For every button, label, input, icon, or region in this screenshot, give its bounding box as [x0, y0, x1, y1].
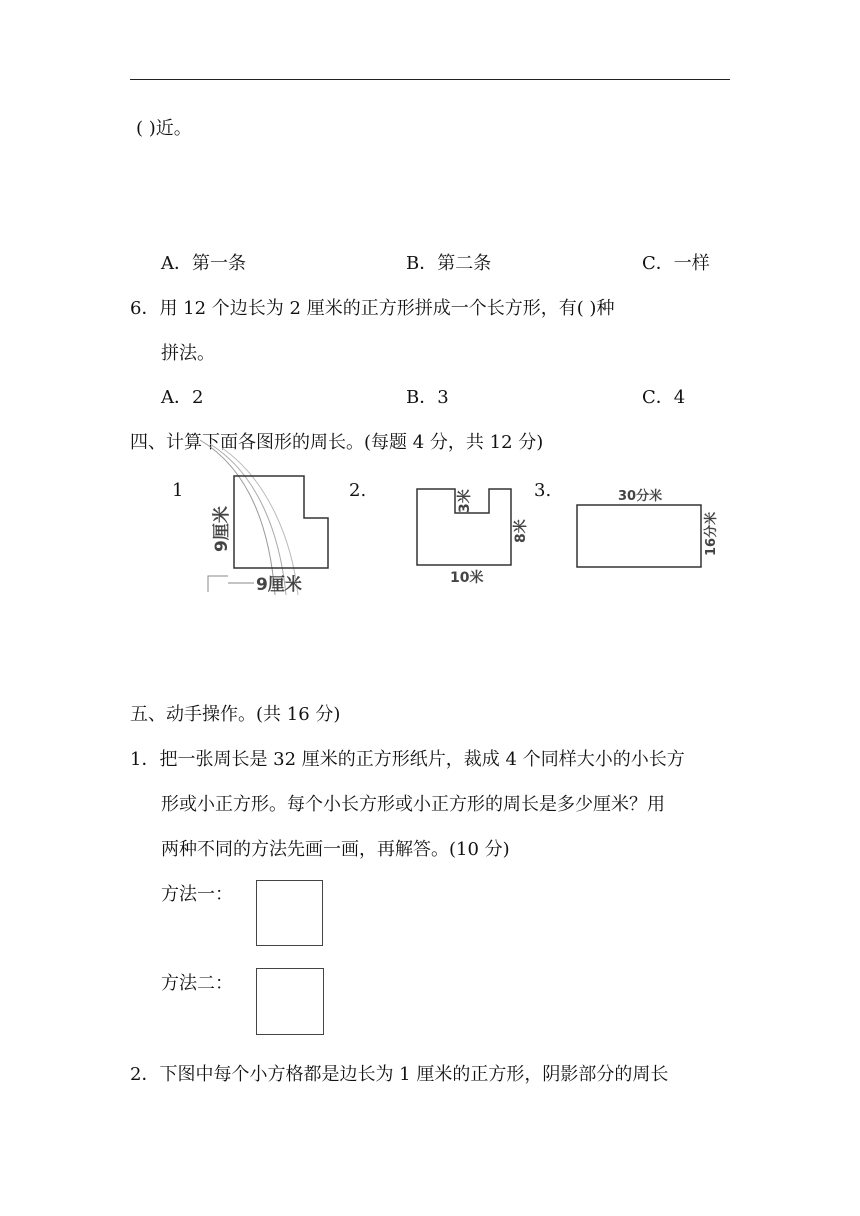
q6-option-b: B．3 [406, 387, 449, 408]
figure-2 [417, 489, 529, 586]
method2-label: 方法二： [161, 973, 233, 994]
q6-option-c: C．4 [642, 387, 686, 408]
fig1-label-left: 9厘米 [212, 506, 232, 552]
method1-drawing-box[interactable] [256, 880, 323, 946]
q6-text-line1: 6．用 12 个边长为 2 厘米的正方形拼成一个长方形，有( )种 [130, 298, 615, 319]
fig2-label-notch: 3米 [457, 489, 473, 513]
s5-q2-line1: 2．下图中每个小方格都是边长为 1 厘米的正方形，阴影部分的周长 [130, 1064, 669, 1085]
q6-text-line2: 拼法。 [161, 343, 215, 364]
fig3-label-top: 30分米 [618, 489, 663, 504]
fig2-label-bottom: 10米 [450, 570, 484, 586]
method2-drawing-box[interactable] [256, 968, 324, 1035]
q5-option-b: B．第二条 [406, 253, 492, 274]
fig3-shape [577, 505, 701, 567]
q5-option-c: C．一样 [642, 253, 710, 274]
section4-title: 四、计算下面各图形的周长。(每题 4 分，共 12 分) [130, 432, 544, 453]
s5-q1-line2: 形或小正方形。每个小长方形或小正方形的周长是多少厘米？用 [161, 794, 665, 815]
section5-title: 五、动手操作。(共 16 分) [130, 704, 341, 725]
figure-3 [577, 488, 719, 567]
figure-1 [200, 440, 328, 595]
fig1-number: 1 [172, 480, 184, 501]
s5-q1-line1: 1．把一张周长是 32 厘米的正方形纸片，裁成 4 个同样大小的小长方 [130, 749, 685, 770]
fig3-number: 3. [534, 480, 552, 501]
q5-answer-blank: ( )近。 [136, 118, 192, 139]
q6-option-a: A．2 [161, 387, 204, 408]
fig1-bracket [208, 576, 228, 592]
fig3-label-right: 16分米 [704, 511, 719, 556]
fig2-label-right: 8米 [513, 519, 529, 543]
method1-label: 方法一： [161, 884, 233, 905]
fig1-label-bottom: 9厘米 [256, 575, 302, 595]
fig2-number: 2. [349, 480, 367, 501]
fig1-shape [234, 476, 328, 568]
s5-q1-line3: 两种不同的方法先画一画，再解答。(10 分) [161, 839, 510, 860]
q5-option-a: A．第一条 [161, 253, 246, 274]
